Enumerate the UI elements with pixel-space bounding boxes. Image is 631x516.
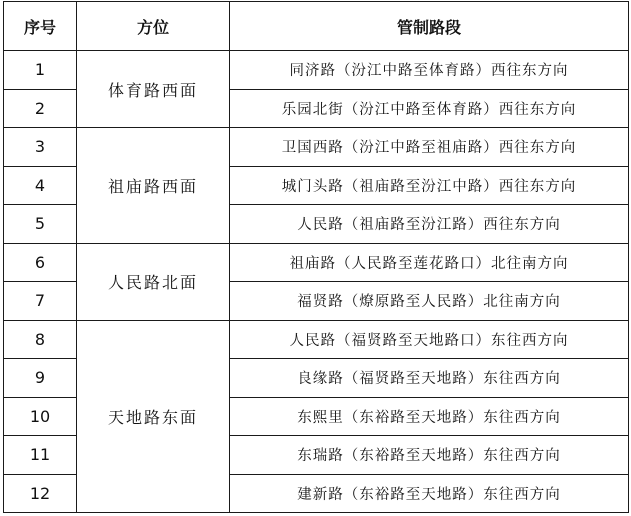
table-row	[4, 51, 629, 90]
row-num: 12	[4, 474, 77, 513]
row-section: 福贤路（燎原路至人民路）北往南方向	[230, 282, 629, 321]
row-num: 4	[4, 166, 77, 205]
row-section: 良缘路（福贤路至天地路）东往西方向	[230, 359, 629, 398]
row-section: 人民路（福贤路至天地路口）东往西方向	[230, 320, 629, 359]
row-section: 人民路（祖庙路至汾江路）西往东方向	[230, 205, 629, 244]
row-section: 同济路（汾江中路至体育路）西往东方向	[230, 51, 629, 90]
row-num: 2	[4, 89, 77, 128]
row-num: 11	[4, 436, 77, 475]
row-num: 6	[4, 243, 77, 282]
row-section: 祖庙路（人民路至莲花路口）北往南方向	[230, 243, 629, 282]
row-num: 5	[4, 205, 77, 244]
table-row	[4, 243, 629, 282]
row-section: 卫国西路（汾江中路至祖庙路）西往东方向	[230, 128, 629, 167]
row-num: 1	[4, 51, 77, 90]
header-num: 序号	[4, 2, 77, 51]
row-section: 建新路（东裕路至天地路）东往西方向	[230, 474, 629, 513]
row-num: 3	[4, 128, 77, 167]
row-section: 东瑞路（东裕路至天地路）东往西方向	[230, 436, 629, 475]
row-position: 人民路北面	[77, 243, 230, 320]
header-position: 方位	[77, 2, 230, 51]
table-row	[4, 320, 629, 359]
row-position: 祖庙路西面	[77, 128, 230, 244]
row-section: 城门头路（祖庙路至汾江中路）西往东方向	[230, 166, 629, 205]
row-num: 10	[4, 397, 77, 436]
table-row	[4, 128, 629, 167]
row-section: 东熙里（东裕路至天地路）东往西方向	[230, 397, 629, 436]
traffic-control-table	[3, 1, 629, 513]
header-section: 管制路段	[230, 2, 629, 51]
row-position: 天地路东面	[77, 320, 230, 513]
row-position: 体育路西面	[77, 51, 230, 128]
row-num: 9	[4, 359, 77, 398]
row-num: 7	[4, 282, 77, 321]
row-num: 8	[4, 320, 77, 359]
header-row	[4, 2, 629, 51]
row-section: 乐园北街（汾江中路至体育路）西往东方向	[230, 89, 629, 128]
